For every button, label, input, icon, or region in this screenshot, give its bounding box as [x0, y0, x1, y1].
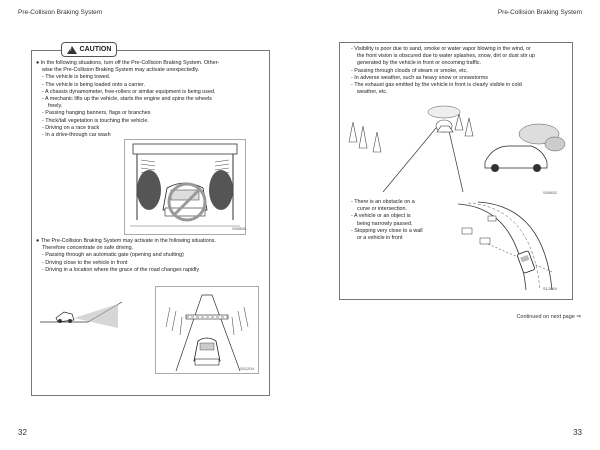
list-item: - Driving on a race track: [42, 124, 100, 131]
car-wash-illustration: [124, 139, 246, 235]
curve-obstacle-drawing: [448, 198, 564, 294]
continued-on-next-page: Continued on next page ⇒: [516, 314, 581, 320]
text-line: ● In the following situations, turn off the Pre-Collision Braking System. Other-: [36, 60, 220, 66]
list-item: - Passing hanging banners, flags or branches: [42, 110, 151, 117]
text-line: wise the Pre-Collision Braking System may activate unexpectedly.: [42, 67, 200, 74]
right-top-list: [345, 46, 569, 96]
poor-visibility-illustration: [343, 102, 567, 194]
automatic-gate-illustration: [155, 286, 259, 374]
caution-label: [61, 42, 117, 57]
caution-paragraph-1: [36, 60, 264, 139]
list-item: - A vehicle or an object is: [351, 213, 411, 220]
warning-triangle-icon: [67, 46, 77, 54]
page-number-left: 32: [18, 428, 27, 437]
text-line: Therefore concentrate on safe driving.: [42, 245, 134, 252]
right-side-list: [345, 199, 437, 242]
list-item: being narrowly passed.: [357, 220, 413, 227]
list-item: - In a drive-through car wash: [42, 132, 111, 139]
list-item: - Passing through an automatic gate (opening and shutting): [42, 252, 184, 259]
list-item: generated by the vehicle in front or oncoming traffic.: [357, 60, 481, 67]
curve-obstacle-illustration: [448, 198, 564, 294]
list-item: or a vehicle in front: [357, 235, 403, 242]
sloped-road-illustration: [38, 292, 124, 346]
list-item: - There is an obstacle on a: [351, 199, 415, 205]
list-item: - The vehicle is being loaded onto a carrier.: [42, 81, 145, 88]
figure-code: S01204: [240, 366, 254, 371]
caution-paragraph-2: [36, 238, 264, 274]
sloped-road-drawing: [38, 292, 124, 346]
poor-visibility-drawing: [343, 102, 567, 194]
header-left: Pre-Collision Braking System: [18, 9, 103, 16]
figure-code: S12869: [543, 286, 557, 291]
list-item: - Driving in a location where the grace of the road changes rapidly: [42, 266, 200, 273]
automatic-gate-drawing: [156, 287, 258, 373]
page-number-right: 33: [573, 428, 582, 437]
list-item: - Visibility is poor due to sand, smoke or water vapor blowing in the wind, or: [351, 46, 531, 52]
list-item: weather, etc.: [357, 89, 388, 96]
list-item: - The exhaust gas emitted by the vehicle in front is clearly visible in cold: [351, 82, 522, 89]
text-line: ● The Pre-Collision Braking System may activate in the following situations.: [36, 238, 216, 244]
header-right: Pre-Collision Braking System: [497, 9, 582, 16]
list-item: - In adverse weather, such as heavy snow or snowstorms: [351, 74, 488, 81]
list-item: - Stopping very close to a wall: [351, 227, 423, 234]
list-item: - Thick/tall vegetation is touching the vehicle.: [42, 117, 149, 124]
figure-code: S00656: [232, 226, 246, 231]
list-item: - The vehicle is being towed.: [42, 74, 111, 81]
list-item: freely.: [48, 103, 63, 110]
list-item: - Driving close to the vehicle in front: [42, 259, 128, 266]
caution-label-text: CAUTION: [79, 46, 112, 53]
list-item: - A chassis dynamometer, free-rollers or similar equipment is being used.: [42, 88, 216, 95]
car-wash-drawing: [125, 140, 245, 234]
list-item: - Passing through clouds of steam or smoke, etc.: [351, 67, 468, 74]
list-item: curve or intersection.: [357, 206, 408, 213]
list-item: - A mechanic lifts up the vehicle, starts the engine and spins the wheels: [42, 96, 212, 103]
list-item: the front vision is obscured due to water splashes, snow, dirt or dust stir up: [357, 53, 535, 60]
figure-code: S00652: [543, 190, 557, 195]
